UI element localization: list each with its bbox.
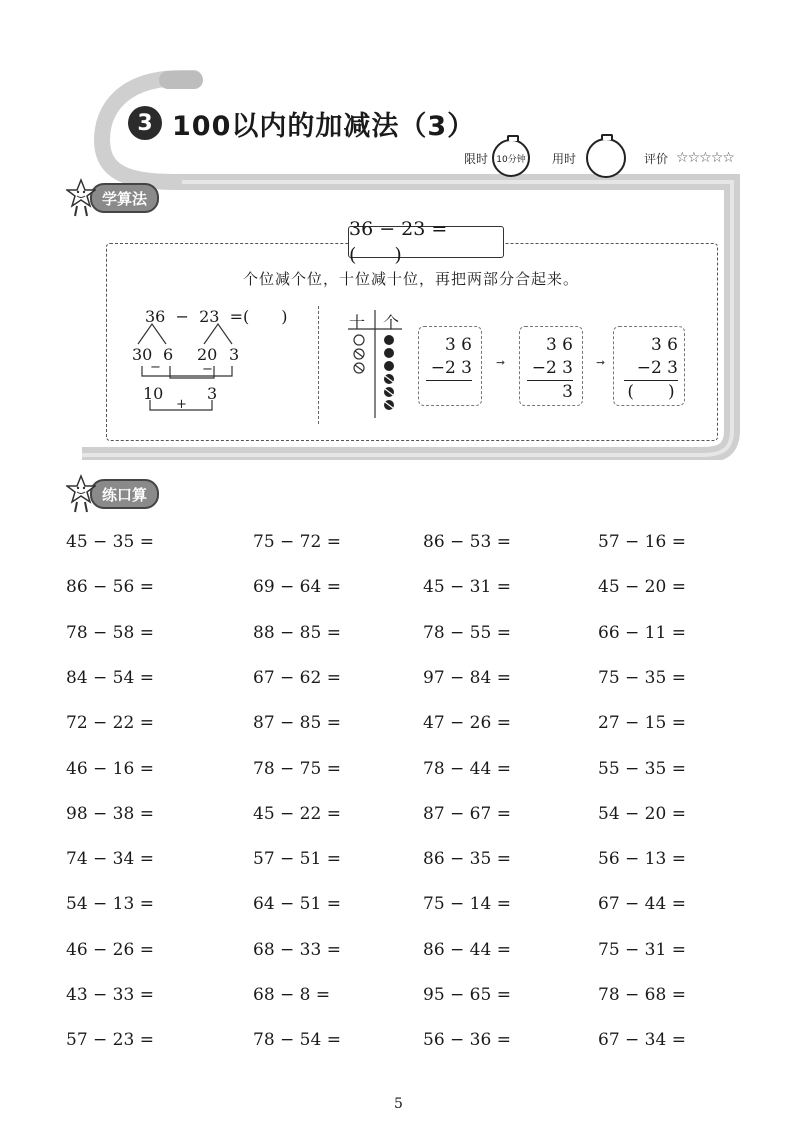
step-2-result: 3 xyxy=(527,380,573,404)
practice-problem: 56 − 36 = xyxy=(423,1030,511,1051)
stopwatch-icon xyxy=(492,139,530,177)
time-used-label: 用时 xyxy=(552,151,577,166)
practice-problem: 87 − 85 = xyxy=(253,713,341,734)
practice-problem: 86 − 44 = xyxy=(423,939,511,960)
practice-problem: 55 − 35 = xyxy=(598,758,686,779)
split-part-tens-1: 30 xyxy=(132,345,153,364)
example-equation: 36 − 23 = ( ) xyxy=(348,226,504,258)
step-3-bottom: −2 3 xyxy=(636,358,678,378)
lesson-number-badge: 3 xyxy=(128,106,162,140)
split-op-minus-1: − xyxy=(150,360,161,375)
stopwatch-blank-icon xyxy=(586,138,626,178)
step-1-result xyxy=(426,380,472,381)
practice-problem: 86 − 56 = xyxy=(66,577,154,598)
page-title: 100以内的加减法（3） xyxy=(172,110,476,142)
page-number: 5 xyxy=(394,1096,403,1112)
practice-problem: 64 − 51 = xyxy=(253,894,341,915)
practice-problem: 45 − 31 = xyxy=(423,577,511,598)
split-part-tens-2: 20 xyxy=(197,345,218,364)
practice-problem: 74 − 34 = xyxy=(66,849,154,870)
practice-problem: 84 − 54 = xyxy=(66,667,154,688)
method-badge-label: 学算法 xyxy=(90,183,159,213)
practice-problem: 87 − 67 = xyxy=(423,803,511,824)
step-2-top: 3 6 xyxy=(545,335,573,355)
practice-problem: 86 − 53 = xyxy=(423,532,511,552)
practice-problem: 75 − 31 = xyxy=(598,939,686,960)
practice-badge xyxy=(66,474,159,514)
time-limit-value: 10分钟 xyxy=(496,154,526,165)
step-3-top: 3 6 xyxy=(650,335,678,355)
practice-problem: 47 − 26 = xyxy=(423,713,511,734)
arrow-right-icon: ➞ xyxy=(496,356,506,369)
step-3-result: ( ) xyxy=(624,380,678,404)
practice-problem: 95 − 65 = xyxy=(423,985,511,1005)
practice-problem: 78 − 44 = xyxy=(423,758,511,779)
tens-header: 十 xyxy=(349,313,366,332)
star-mascot-icon xyxy=(66,178,96,218)
practice-problem: 78 − 58 = xyxy=(66,622,154,643)
practice-problem: 45 − 20 = xyxy=(598,577,686,598)
practice-problem: 66 − 11 = xyxy=(598,622,686,643)
step-1-top: 3 6 xyxy=(444,335,472,355)
practice-problem: 78 − 55 = xyxy=(423,622,511,643)
rating-label: 评价 xyxy=(644,151,669,166)
method-badge xyxy=(66,178,159,218)
practice-problem: 57 − 16 = xyxy=(598,532,686,552)
practice-problem: 88 − 85 = xyxy=(253,622,341,643)
split-equation: 36 − 23 =( ) xyxy=(145,307,288,326)
practice-problem: 78 − 68 = xyxy=(598,985,686,1005)
practice-problem: 54 − 13 = xyxy=(66,894,154,915)
practice-problem: 56 − 13 = xyxy=(598,849,686,870)
practice-problem: 46 − 16 = xyxy=(66,758,154,779)
place-value-beads xyxy=(344,306,406,422)
practice-problem: 67 − 34 = xyxy=(598,1030,686,1051)
practice-problem: 86 − 35 = xyxy=(423,849,511,870)
split-part-ones-1: 6 xyxy=(163,345,174,364)
practice-problem: 78 − 54 = xyxy=(253,1030,341,1051)
practice-problem: 97 − 84 = xyxy=(423,667,511,688)
meta-row xyxy=(464,138,734,178)
practice-problem: 78 − 75 = xyxy=(253,758,341,779)
practice-badge-label: 练口算 xyxy=(90,479,159,509)
practice-problem: 27 − 15 = xyxy=(598,713,686,734)
practice-problem: 57 − 23 = xyxy=(66,1030,154,1051)
practice-problem: 98 − 38 = xyxy=(66,803,154,824)
practice-problem: 45 − 22 = xyxy=(253,803,341,824)
split-result-ones: 3 xyxy=(207,384,218,403)
practice-problem: 75 − 14 = xyxy=(423,894,511,915)
arrow-right-icon: ➞ xyxy=(596,356,606,369)
practice-problem: 67 − 44 = xyxy=(598,894,686,915)
vertical-step-2-calc xyxy=(527,334,573,404)
practice-problem: 75 − 35 = xyxy=(598,667,686,688)
practice-problem: 68 − 8 = xyxy=(253,985,331,1005)
practice-problem: 72 − 22 = xyxy=(66,713,154,734)
practice-problem: 68 − 33 = xyxy=(253,939,341,960)
rating-stars: ☆☆☆☆☆ xyxy=(676,150,734,166)
vertical-step-3-calc xyxy=(624,334,678,404)
time-limit-label: 限时 xyxy=(464,151,489,166)
ones-header: 个 xyxy=(383,313,400,332)
practice-problem: 46 − 26 = xyxy=(66,939,154,960)
vertical-step-1-calc xyxy=(426,334,472,381)
practice-problem: 75 − 72 = xyxy=(253,532,341,552)
practice-problem: 57 − 51 = xyxy=(253,849,341,870)
practice-problem: 67 − 62 = xyxy=(253,667,341,688)
step-2-bottom: −2 3 xyxy=(531,358,573,378)
split-result-tens: 10 xyxy=(143,384,164,403)
practice-problem: 54 − 20 = xyxy=(598,803,686,824)
split-op-minus-2: − xyxy=(202,362,213,377)
rule-text: 个位减个位，十位减十位，再把两部分合起来。 xyxy=(242,270,579,288)
practice-problem: 69 − 64 = xyxy=(253,577,341,598)
section-divider xyxy=(318,306,319,424)
practice-problem: 45 − 35 = xyxy=(66,532,154,552)
star-mascot-icon xyxy=(66,474,96,514)
split-op-plus: + xyxy=(176,397,187,412)
lesson-title xyxy=(128,103,475,143)
split-part-ones-2: 3 xyxy=(229,345,240,364)
step-1-bottom: −2 3 xyxy=(430,358,472,378)
practice-problem: 43 − 33 = xyxy=(66,985,154,1005)
